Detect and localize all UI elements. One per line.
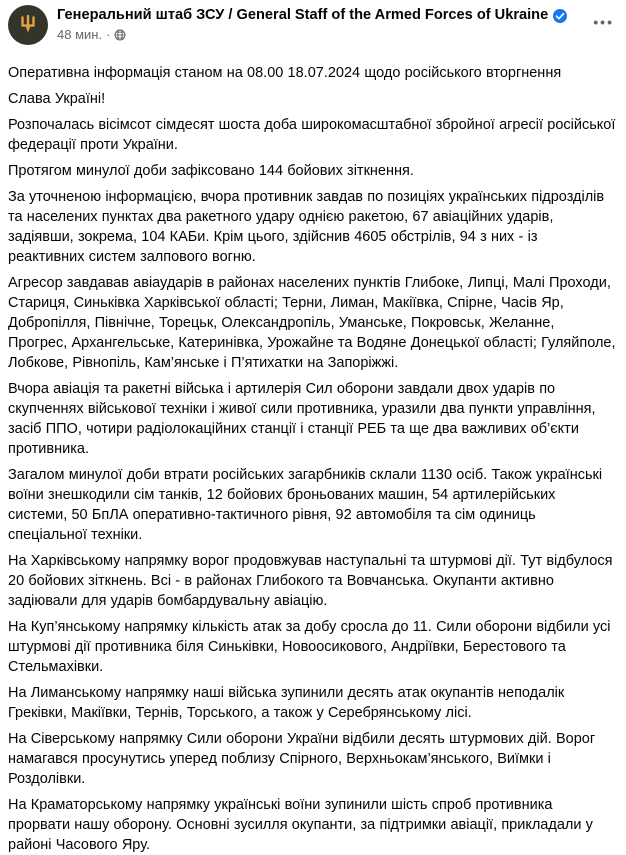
post-meta (57, 27, 591, 43)
post-paragraph: Агресор завдавав авіаударів в районах населених пунктів Глибоке, Липці, Малі Проходи, Стариця, Синьківка Харківської області; Терни, Лиман, Макіївка, Спірне, Часів Яр, Добропілля, Північне, Торецьк, Олександропіль, Уманське, Покровськ, Желанне, Прогрес, Архангельське, Катеринівка, Урожайне та Водяне Донецької області; Гуляйполе, Лобкове, Рівнопіль, Кам’янське і П’ятихатки на Запоріжжі. (8, 275, 616, 371)
header-info (57, 5, 591, 43)
post-header (0, 5, 626, 55)
post-paragraph: Загалом минулої доби втрати російських загарбників склали 1130 осіб. Також українські воїни знешкодили сім танків, 12 бойових броньованих машин, 54 артилерійських системи, 50 БпЛА оперативно-тактичного рівня, 92 автомобіля та сім одиниць спеціальної техніки. (8, 467, 603, 543)
post-paragraph: На Куп’янському напрямку кількість атак за добу сросла до 11. Сили оборони відбили усі штурмові дії противника біля Синьківки, Новоосикового, Андріївки, Берестового та Стельмахівки. (8, 619, 611, 675)
page-avatar[interactable] (8, 5, 48, 45)
post-paragraph: За уточненою інформацією, вчора противник завдав по позиціях українських підрозділів та населених пунктах два ракетного удару однією ракетою, 67 авіаційних ударів, задіявши, зокрема, 104 КАБи. Крім цього, здійснив 4605 обстрілів, 94 з них - із реактивних систем залпового вогню. (8, 189, 605, 265)
post-paragraph: Оперативна інформація станом на 08.00 18.07.2024 щодо російського вторгнення (8, 65, 562, 81)
post-body (0, 55, 626, 855)
page-name-link[interactable]: Генеральний штаб ЗСУ / General Staff of the Armed Forces of Ukraine (57, 7, 549, 23)
verified-badge-icon (553, 9, 567, 23)
post-paragraph: На Харківському напрямку ворог продовжував наступальні та штурмові дії. Тут відбулося 20 бойових зіткнень. Всі - в районах Глибокого та Вовчанська. Окупанти активно задіювали для ударів бомбардувальну авіацію. (8, 553, 613, 609)
globe-icon (114, 29, 126, 41)
post-paragraph: Розпочалась вісімсот сімдесят шоста доба широкомасштабної збройної агресії російської федерації проти України. (8, 117, 616, 153)
post-paragraph: Слава Україні! (8, 91, 106, 107)
post-paragraph: На Сіверському напрямку Сили оборони України відбили десять штурмових дій. Ворог намагався просунутись уперед поблизу Спірного, Верхньокам’янського, Виїмки і Роздолівки. (8, 731, 596, 787)
trident-emblem-icon (16, 13, 40, 37)
post-paragraph: Протягом минулої доби зафіксовано 144 бойових зіткнення. (8, 163, 414, 179)
post-paragraph: Вчора авіація та ракетні війська і артилерія Сил оборони завдали двох ударів по скупченнях військової техніки і живої сили противника, уразили два пункти управління, засіб ППО, чотири радіолокаційних станції і станції РЕБ та ще два важливих об’єкти противника. (8, 381, 596, 457)
more-options-button[interactable]: ••• (591, 5, 616, 39)
post-paragraph: На Краматорському напрямку українські воїни зупинили шість спроб противника прорвати нашу оборону. Основні зусилля окупанти, за підтримки авіації, прикладали у районі Часового Яру. (8, 797, 593, 853)
meta-separator: · (106, 27, 111, 42)
post-paragraph: На Лиманському напрямку наші війська зупинили десять атак окупантів неподалік Греківки, Макіївки, Тернів, Торського, а також у Серебрянському лісі. (8, 685, 565, 721)
timestamp-link[interactable]: 48 мин. (57, 27, 103, 42)
